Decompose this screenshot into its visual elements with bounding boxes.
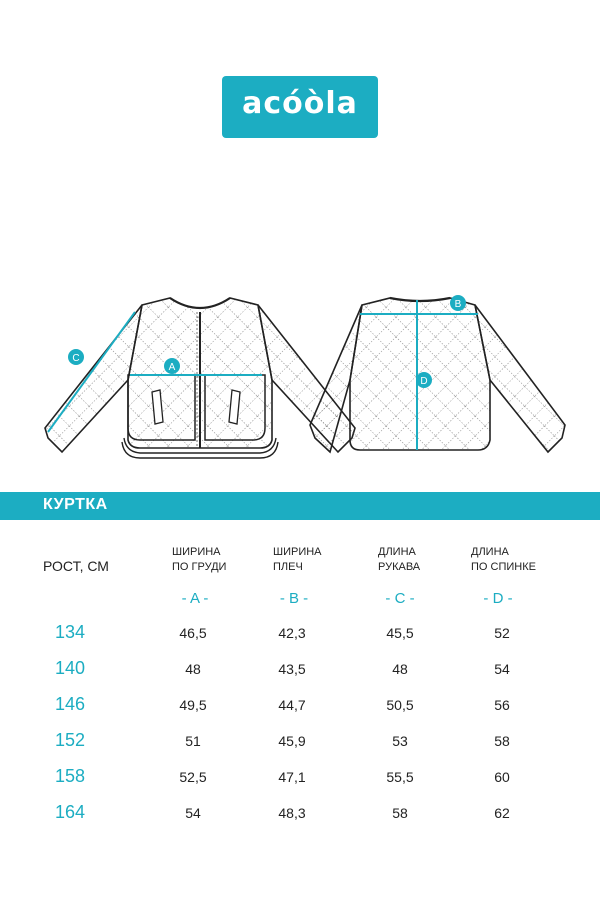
section-band xyxy=(0,492,600,520)
brand-logo xyxy=(222,76,378,138)
column-code-c: - C - xyxy=(385,590,415,607)
measure-b-label: B xyxy=(454,299,462,310)
measure-d-label: D xyxy=(420,376,428,387)
column-code-b: - B - xyxy=(279,590,309,607)
size-label: 152 xyxy=(55,730,86,750)
table-cell: 55,5 xyxy=(386,769,414,785)
logo-text: acóòla xyxy=(242,86,358,121)
table-cell: 48,3 xyxy=(278,805,306,821)
section-title: КУРТКА xyxy=(43,496,108,513)
jacket-diagram xyxy=(0,270,600,470)
column-code-d: - D - xyxy=(483,590,513,607)
size-label: 134 xyxy=(55,622,86,642)
column-header-c: ДЛИНА РУКАВА xyxy=(378,546,421,573)
table-cell: 48 xyxy=(185,661,201,677)
table-cell: 48 xyxy=(392,661,408,677)
table-cell: 47,1 xyxy=(278,769,306,785)
measure-c-label: C xyxy=(72,353,80,364)
row-header: РОСТ, СМ xyxy=(43,558,109,574)
table-cell: 42,3 xyxy=(278,625,306,641)
column-code-a: - A - xyxy=(181,590,209,607)
table-cell: 50,5 xyxy=(386,697,414,713)
table-cell: 43,5 xyxy=(278,661,306,677)
size-label: 146 xyxy=(55,694,86,714)
table-cell: 54 xyxy=(494,661,510,677)
table-cell: 53 xyxy=(392,733,408,749)
table-cell: 49,5 xyxy=(179,697,207,713)
table-cell: 52,5 xyxy=(179,769,207,785)
table-cell: 45,5 xyxy=(386,625,414,641)
column-header-b: ШИРИНА ПЛЕЧ xyxy=(273,546,322,573)
table-cell: 58 xyxy=(494,733,510,749)
table-cell: 52 xyxy=(494,625,510,641)
size-label: 158 xyxy=(55,766,86,786)
table-cell: 51 xyxy=(185,733,201,749)
jacket-front xyxy=(45,298,355,458)
column-header-d: ДЛИНА ПО СПИНКЕ xyxy=(471,546,536,573)
table-cell: 54 xyxy=(185,805,201,821)
table-cell: 60 xyxy=(494,769,510,785)
table-cell: 44,7 xyxy=(278,697,306,713)
table-cell: 56 xyxy=(494,697,510,713)
table-cell: 58 xyxy=(392,805,408,821)
size-label: 140 xyxy=(55,658,86,678)
column-header-a: ШИРИНА ПО ГРУДИ xyxy=(172,546,227,573)
measure-a-label: A xyxy=(168,362,176,373)
table-cell: 46,5 xyxy=(179,625,207,641)
table-cell: 45,9 xyxy=(278,733,306,749)
table-cell: 62 xyxy=(494,805,510,821)
size-label: 164 xyxy=(55,802,86,822)
